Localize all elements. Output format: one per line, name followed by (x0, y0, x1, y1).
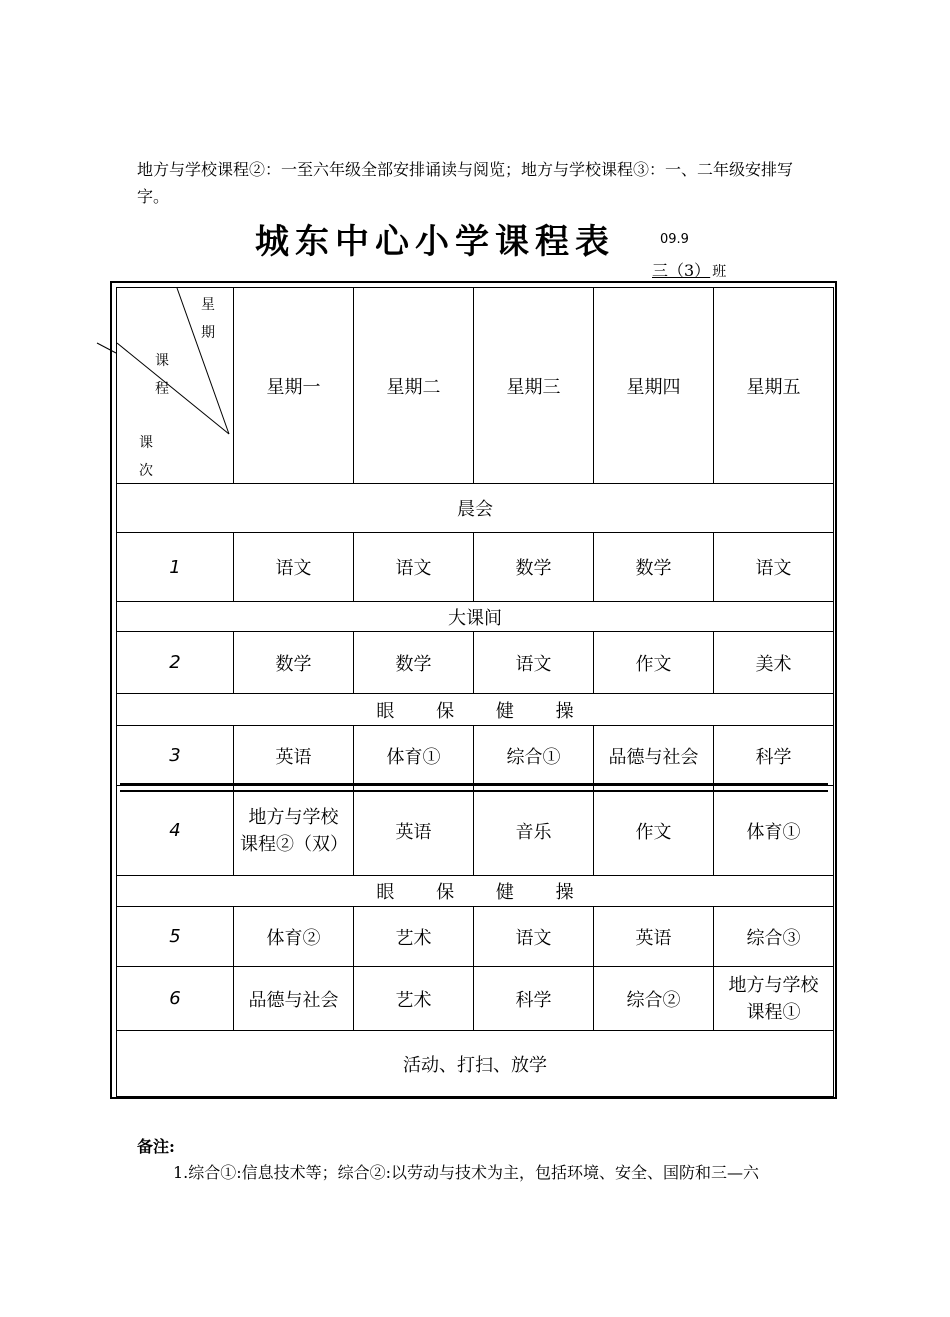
class-cell-2-wed: 语文 (474, 632, 594, 694)
class-cell-1-thu: 数学 (594, 533, 714, 602)
class-name: 三（3） (652, 261, 711, 280)
period-number-1: 1 (117, 533, 234, 602)
class-cell-3-thu: 品德与社会 (594, 726, 714, 786)
page-title: 城东中心小学课程表 (255, 222, 615, 262)
class-cell-4-wed: 音乐 (474, 786, 594, 876)
class-label (640, 258, 726, 281)
class-cell-3-fri: 科学 (714, 726, 834, 786)
class-cell-6-fri: 地方与学校课程① (714, 967, 834, 1031)
class-cell-4-mon: 地方与学校课程②（双） (234, 786, 354, 876)
period-row-2 (117, 632, 834, 694)
class-cell-1-wed: 数学 (474, 533, 594, 602)
class-cell-1-fri: 语文 (714, 533, 834, 602)
corner-label-keci-1: 课 (139, 435, 153, 451)
period-row-3 (117, 726, 834, 786)
corner-label-kecheng-1: 课 (155, 353, 169, 369)
corner-diagonals (117, 288, 234, 484)
period-row-6 (117, 967, 834, 1031)
day-header-thu: 星期四 (594, 288, 714, 484)
eye-exercise-2: 眼 保 健 操 (117, 876, 834, 907)
class-cell-5-mon: 体育② (234, 907, 354, 967)
corner-label-xingqi-2: 期 (201, 325, 215, 341)
class-cell-2-fri: 美术 (714, 632, 834, 694)
intro-paragraph: 地方与学校课程②：一至六年级全部安排诵读与阅览；地方与学校课程③：一、二年级安排写字。 (137, 160, 794, 206)
corner-cell (117, 288, 234, 484)
class-cell-6-wed: 科学 (474, 967, 594, 1031)
notes-line-1: 1.综合①:信息技术等；综合②:以劳动与技术为主，包括环境、安全、国防和三—六 (173, 1163, 760, 1182)
header-row (117, 288, 834, 484)
class-cell-6-mon: 品德与社会 (234, 967, 354, 1031)
corner-label-kecheng-2: 程 (155, 381, 169, 397)
morning-row (117, 484, 834, 533)
period-number-5: 5 (117, 907, 234, 967)
timetable (116, 287, 834, 1097)
eye-exercise-row-2 (117, 876, 834, 907)
period-number-2: 2 (117, 632, 234, 694)
corner-label-keci-2: 次 (139, 463, 153, 479)
corner-label-xingqi-1: 星 (201, 297, 215, 313)
morning-meeting: 晨会 (117, 484, 834, 533)
notes-heading: 备注: (137, 1137, 175, 1156)
double-divider-line (120, 783, 828, 792)
class-cell-3-wed: 综合① (474, 726, 594, 786)
afternoon-row (117, 1031, 834, 1097)
day-header-wed: 星期三 (474, 288, 594, 484)
day-header-fri: 星期五 (714, 288, 834, 484)
period-number-3: 3 (117, 726, 234, 786)
class-cell-5-fri: 综合③ (714, 907, 834, 967)
class-cell-5-tue: 艺术 (354, 907, 474, 967)
class-cell-4-fri: 体育① (714, 786, 834, 876)
period-number-6: 6 (117, 967, 234, 1031)
class-suffix: 班 (712, 264, 727, 280)
period-row-1 (117, 533, 834, 602)
class-cell-3-tue: 体育① (354, 726, 474, 786)
period-row-5 (117, 907, 834, 967)
title-date: 09.9 (660, 232, 689, 247)
eye-exercise-1: 眼 保 健 操 (117, 694, 834, 726)
class-cell-1-tue: 语文 (354, 533, 474, 602)
day-header-mon: 星期一 (234, 288, 354, 484)
period-row-4 (117, 786, 834, 876)
class-cell-4-thu: 作文 (594, 786, 714, 876)
class-cell-5-thu: 英语 (594, 907, 714, 967)
class-cell-2-tue: 数学 (354, 632, 474, 694)
big-break-row (117, 602, 834, 632)
class-cell-1-mon: 语文 (234, 533, 354, 602)
day-header-tue: 星期二 (354, 288, 474, 484)
stray-diagonal-line (96, 342, 116, 354)
class-cell-5-wed: 语文 (474, 907, 594, 967)
period-number-4: 4 (117, 786, 234, 876)
afternoon-activities: 活动、打扫、放学 (117, 1031, 834, 1097)
class-cell-2-mon: 数学 (234, 632, 354, 694)
class-cell-6-thu: 综合② (594, 967, 714, 1031)
class-cell-4-tue: 英语 (354, 786, 474, 876)
eye-exercise-row-1 (117, 694, 834, 726)
class-cell-3-mon: 英语 (234, 726, 354, 786)
class-cell-2-thu: 作文 (594, 632, 714, 694)
class-cell-6-tue: 艺术 (354, 967, 474, 1031)
big-break: 大课间 (117, 602, 834, 632)
